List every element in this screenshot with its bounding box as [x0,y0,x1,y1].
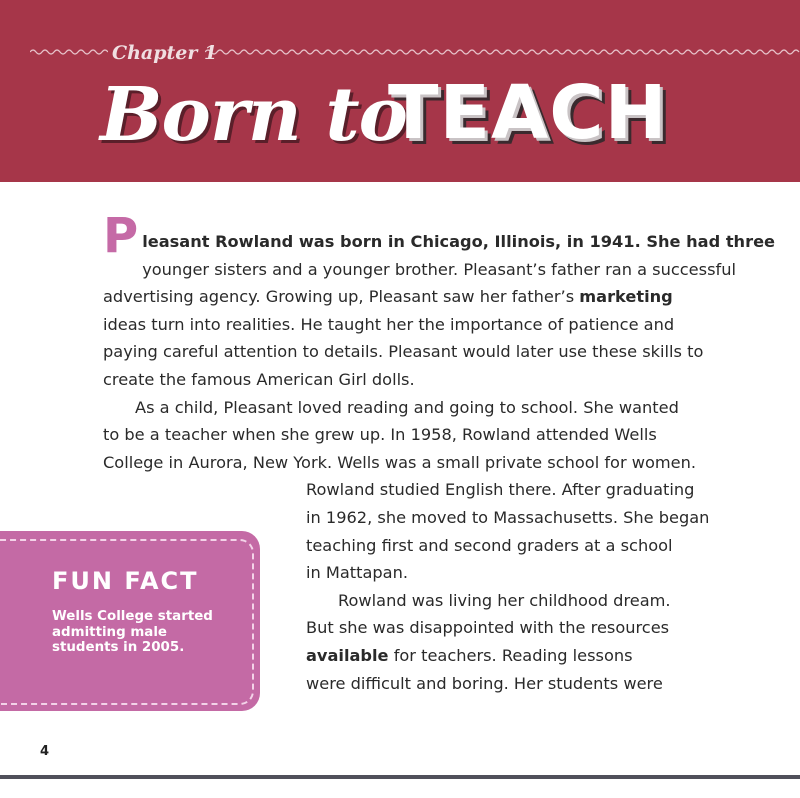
fun-fact-box [0,531,260,711]
paragraph-line: ideas turn into realities. He taught her the importance of patience and [103,314,675,334]
wavy-line-left [30,46,108,58]
paragraph-line: to be a teacher when she grew up. In 1958, Rowland attended Wells [103,425,657,445]
fun-fact-title: FUN FACT [52,567,199,595]
paragraph-line: Rowland was living her childhood dream. [338,590,671,610]
paragraph-text: for teachers. Reading lessons [388,645,633,665]
paragraph-line: Rowland studied English there. After graduating [306,480,695,500]
bottom-rule [0,775,800,779]
page-number: 4 [40,744,50,759]
paragraph-line: teaching first and second graders at a school [306,535,673,555]
fun-fact-text: Wells College started admitting male students in 2005. [52,609,213,655]
paragraph-line: in 1962, she moved to Massachusetts. She began [306,507,710,527]
paragraph-line: create the famous American Girl dolls. [103,369,415,389]
chapter-title-block: TEACH [388,70,668,156]
paragraph-line: were difficult and boring. Her students were [306,673,663,693]
paragraph-line: in Mattapan. [306,563,409,583]
chapter-label: Chapter 1 [112,42,218,64]
glossary-term-available: available [306,645,389,665]
paragraph-line [103,283,733,311]
chapter-banner [0,0,800,182]
glossary-term-marketing: marketing [579,287,673,307]
paragraph-text: advertising agency. Growing up, Pleasant saw her father’s [103,287,580,307]
paragraph-line: younger sisters and a younger brother. Pleasant’s father ran a successful [142,259,736,279]
chapter-title-script: Born to [100,72,407,158]
paragraph-line: College in Aurora, New York. Wells was a small private school for women. [103,452,697,472]
paragraph-line: As a child, Pleasant loved reading and going to school. She wanted [135,397,679,417]
wavy-line-right [205,46,800,58]
drop-cap: P [103,208,139,264]
paragraph-line: But she was disappointed with the resources [306,618,670,638]
paragraph-line: leasant Rowland was born in Chicago, Illinois, in 1941. She had three [142,232,776,251]
paragraph-line: paying careful attention to details. Pleasant would later use these skills to [103,342,704,362]
